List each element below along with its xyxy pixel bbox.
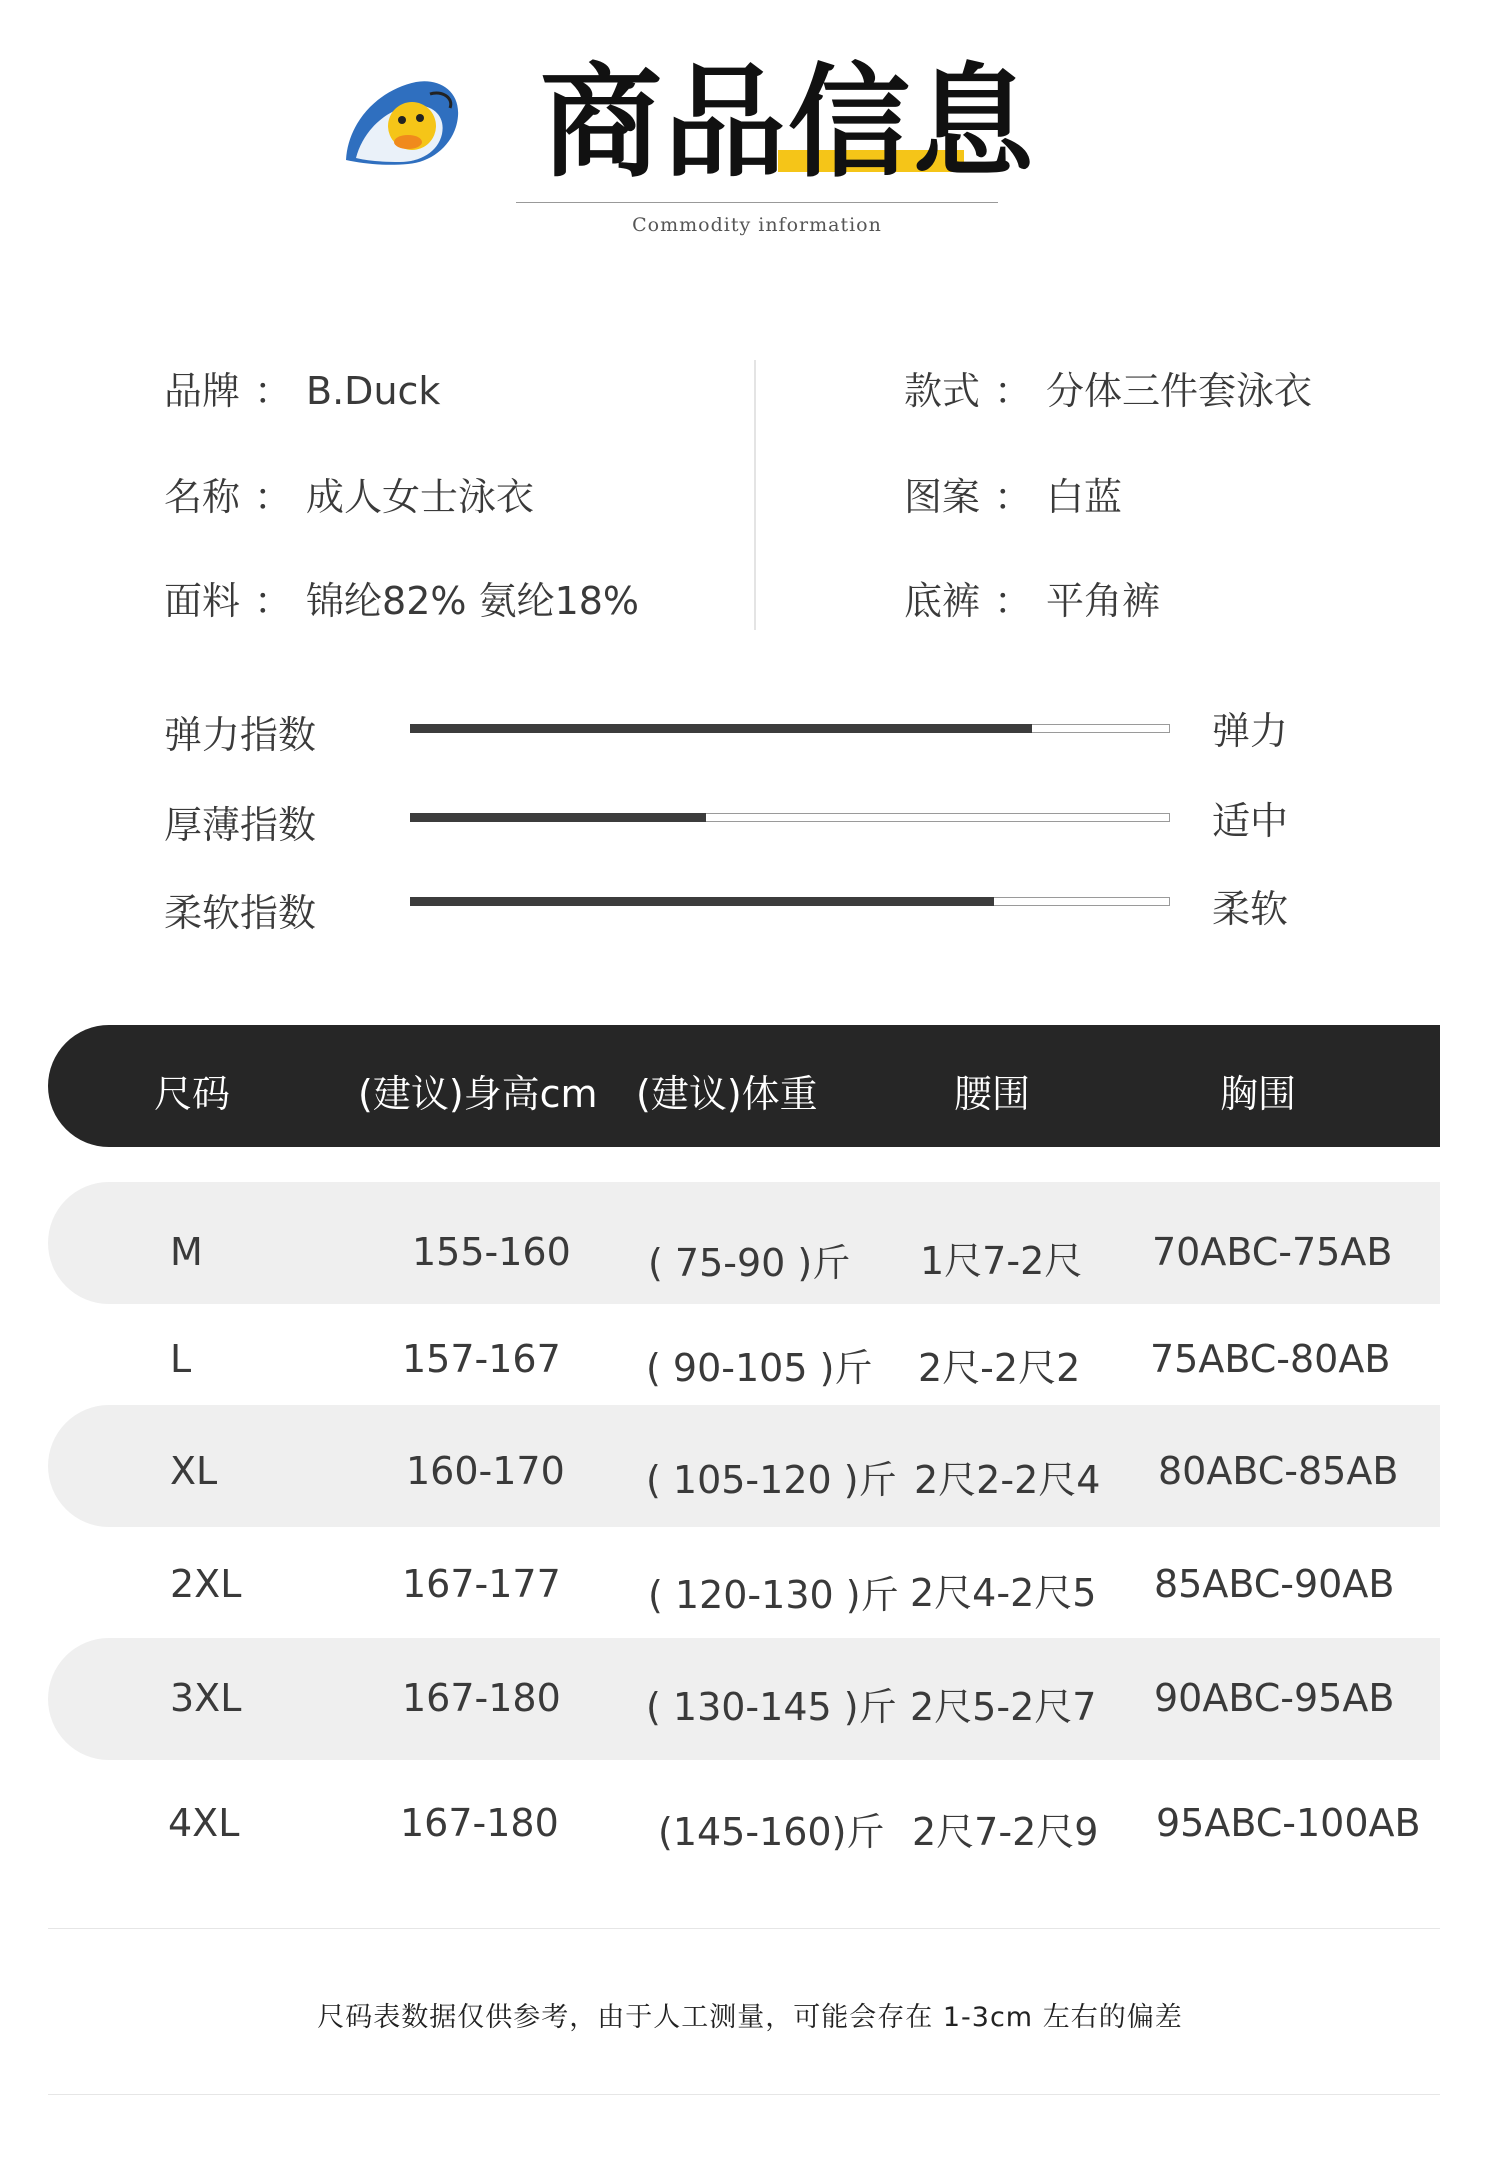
cell-weight: ( 120-130 )斤 [648, 1573, 899, 1617]
header-weight: (建议)体重 [636, 1072, 818, 1116]
header-bust: 胸围 [1220, 1072, 1297, 1116]
cell-height: 167-177 [402, 1562, 561, 1606]
page-title: 商品信息 [540, 52, 1036, 194]
cell-weight: ( 105-120 )斤 [646, 1458, 897, 1502]
softness-label: 柔软指数 [164, 891, 317, 935]
info-label: 款式 [904, 369, 981, 413]
info-label: 面料 [164, 579, 241, 623]
softness-bar [410, 897, 1170, 906]
cell-size: 3XL [170, 1676, 242, 1720]
thickness-fill [410, 813, 706, 822]
info-pattern [904, 466, 1122, 521]
info-fabric [164, 570, 639, 625]
cell-size: M [170, 1230, 203, 1274]
cell-size: 4XL [168, 1801, 240, 1845]
info-divider [754, 360, 756, 630]
cell-size: XL [170, 1449, 218, 1493]
softness-fill [410, 897, 994, 906]
info-value: B.Duck [306, 369, 441, 413]
thickness-bar [410, 813, 1170, 822]
cell-weight: ( 130-145 )斤 [646, 1685, 897, 1729]
cell-waist: 2尺4-2尺5 [910, 1571, 1097, 1615]
elasticity-fill [410, 724, 1032, 733]
info-label: 品牌 [164, 369, 241, 413]
info-separator: ： [994, 579, 1033, 623]
cell-height: 157-167 [402, 1337, 561, 1381]
info-name [164, 466, 534, 521]
thickness-desc: 适中 [1212, 799, 1289, 843]
cell-height: 155-160 [412, 1230, 571, 1274]
title-rule [516, 202, 998, 203]
header-waist: 腰围 [954, 1072, 1031, 1116]
thickness-label: 厚薄指数 [164, 803, 317, 847]
info-label: 图案 [904, 475, 981, 519]
info-bottoms [904, 570, 1160, 625]
cell-waist: 2尺-2尺2 [918, 1346, 1081, 1390]
page-subtitle: Commodity information [632, 214, 882, 236]
info-separator: ： [994, 475, 1033, 519]
cell-weight: ( 75-90 )斤 [648, 1241, 851, 1285]
elasticity-label: 弹力指数 [164, 713, 317, 757]
footer-divider-bottom [48, 2094, 1440, 2095]
cell-height: 160-170 [406, 1449, 565, 1493]
info-style [904, 360, 1312, 415]
cell-waist: 2尺7-2尺9 [912, 1810, 1099, 1854]
info-separator: ： [254, 475, 293, 519]
elasticity-desc: 弹力 [1212, 709, 1289, 753]
elasticity-bar [410, 724, 1170, 733]
header-size: 尺码 [154, 1072, 231, 1116]
info-value: 成人女士泳衣 [306, 475, 535, 519]
info-value: 平角裤 [1046, 579, 1161, 623]
footer-divider-top [48, 1928, 1440, 1929]
info-brand [164, 360, 440, 415]
cell-waist: 2尺2-2尺4 [914, 1458, 1101, 1502]
cell-waist: 1尺7-2尺 [920, 1239, 1083, 1283]
cell-bust: 95ABC-100AB [1156, 1801, 1421, 1845]
cell-bust: 90ABC-95AB [1154, 1676, 1395, 1720]
cell-weight: ( 90-105 )斤 [646, 1346, 873, 1390]
cell-waist: 2尺5-2尺7 [910, 1685, 1097, 1729]
info-value: 分体三件套泳衣 [1046, 369, 1313, 413]
softness-desc: 柔软 [1212, 887, 1289, 931]
cell-size: L [170, 1337, 192, 1381]
info-separator: ： [254, 369, 293, 413]
info-separator: ： [254, 579, 293, 623]
cell-bust: 85ABC-90AB [1154, 1562, 1395, 1606]
info-value: 锦纶82% 氨纶18% [306, 579, 640, 623]
cell-bust: 70ABC-75AB [1152, 1230, 1393, 1274]
cell-bust: 75ABC-80AB [1150, 1337, 1391, 1381]
header-height: (建议)身高cm [358, 1072, 598, 1116]
size-note: 尺码表数据仅供参考，由于人工测量，可能会存在 1-3cm 左右的偏差 [317, 2002, 1183, 2033]
cell-height: 167-180 [400, 1801, 559, 1845]
info-label: 名称 [164, 475, 241, 519]
b-duck-logo-icon [338, 72, 468, 172]
info-label: 底裤 [904, 579, 981, 623]
info-value: 白蓝 [1046, 475, 1123, 519]
cell-bust: 80ABC-85AB [1158, 1449, 1399, 1493]
cell-weight: (145-160)斤 [658, 1810, 885, 1854]
cell-size: 2XL [170, 1562, 242, 1606]
info-separator: ： [994, 369, 1033, 413]
cell-height: 167-180 [402, 1676, 561, 1720]
